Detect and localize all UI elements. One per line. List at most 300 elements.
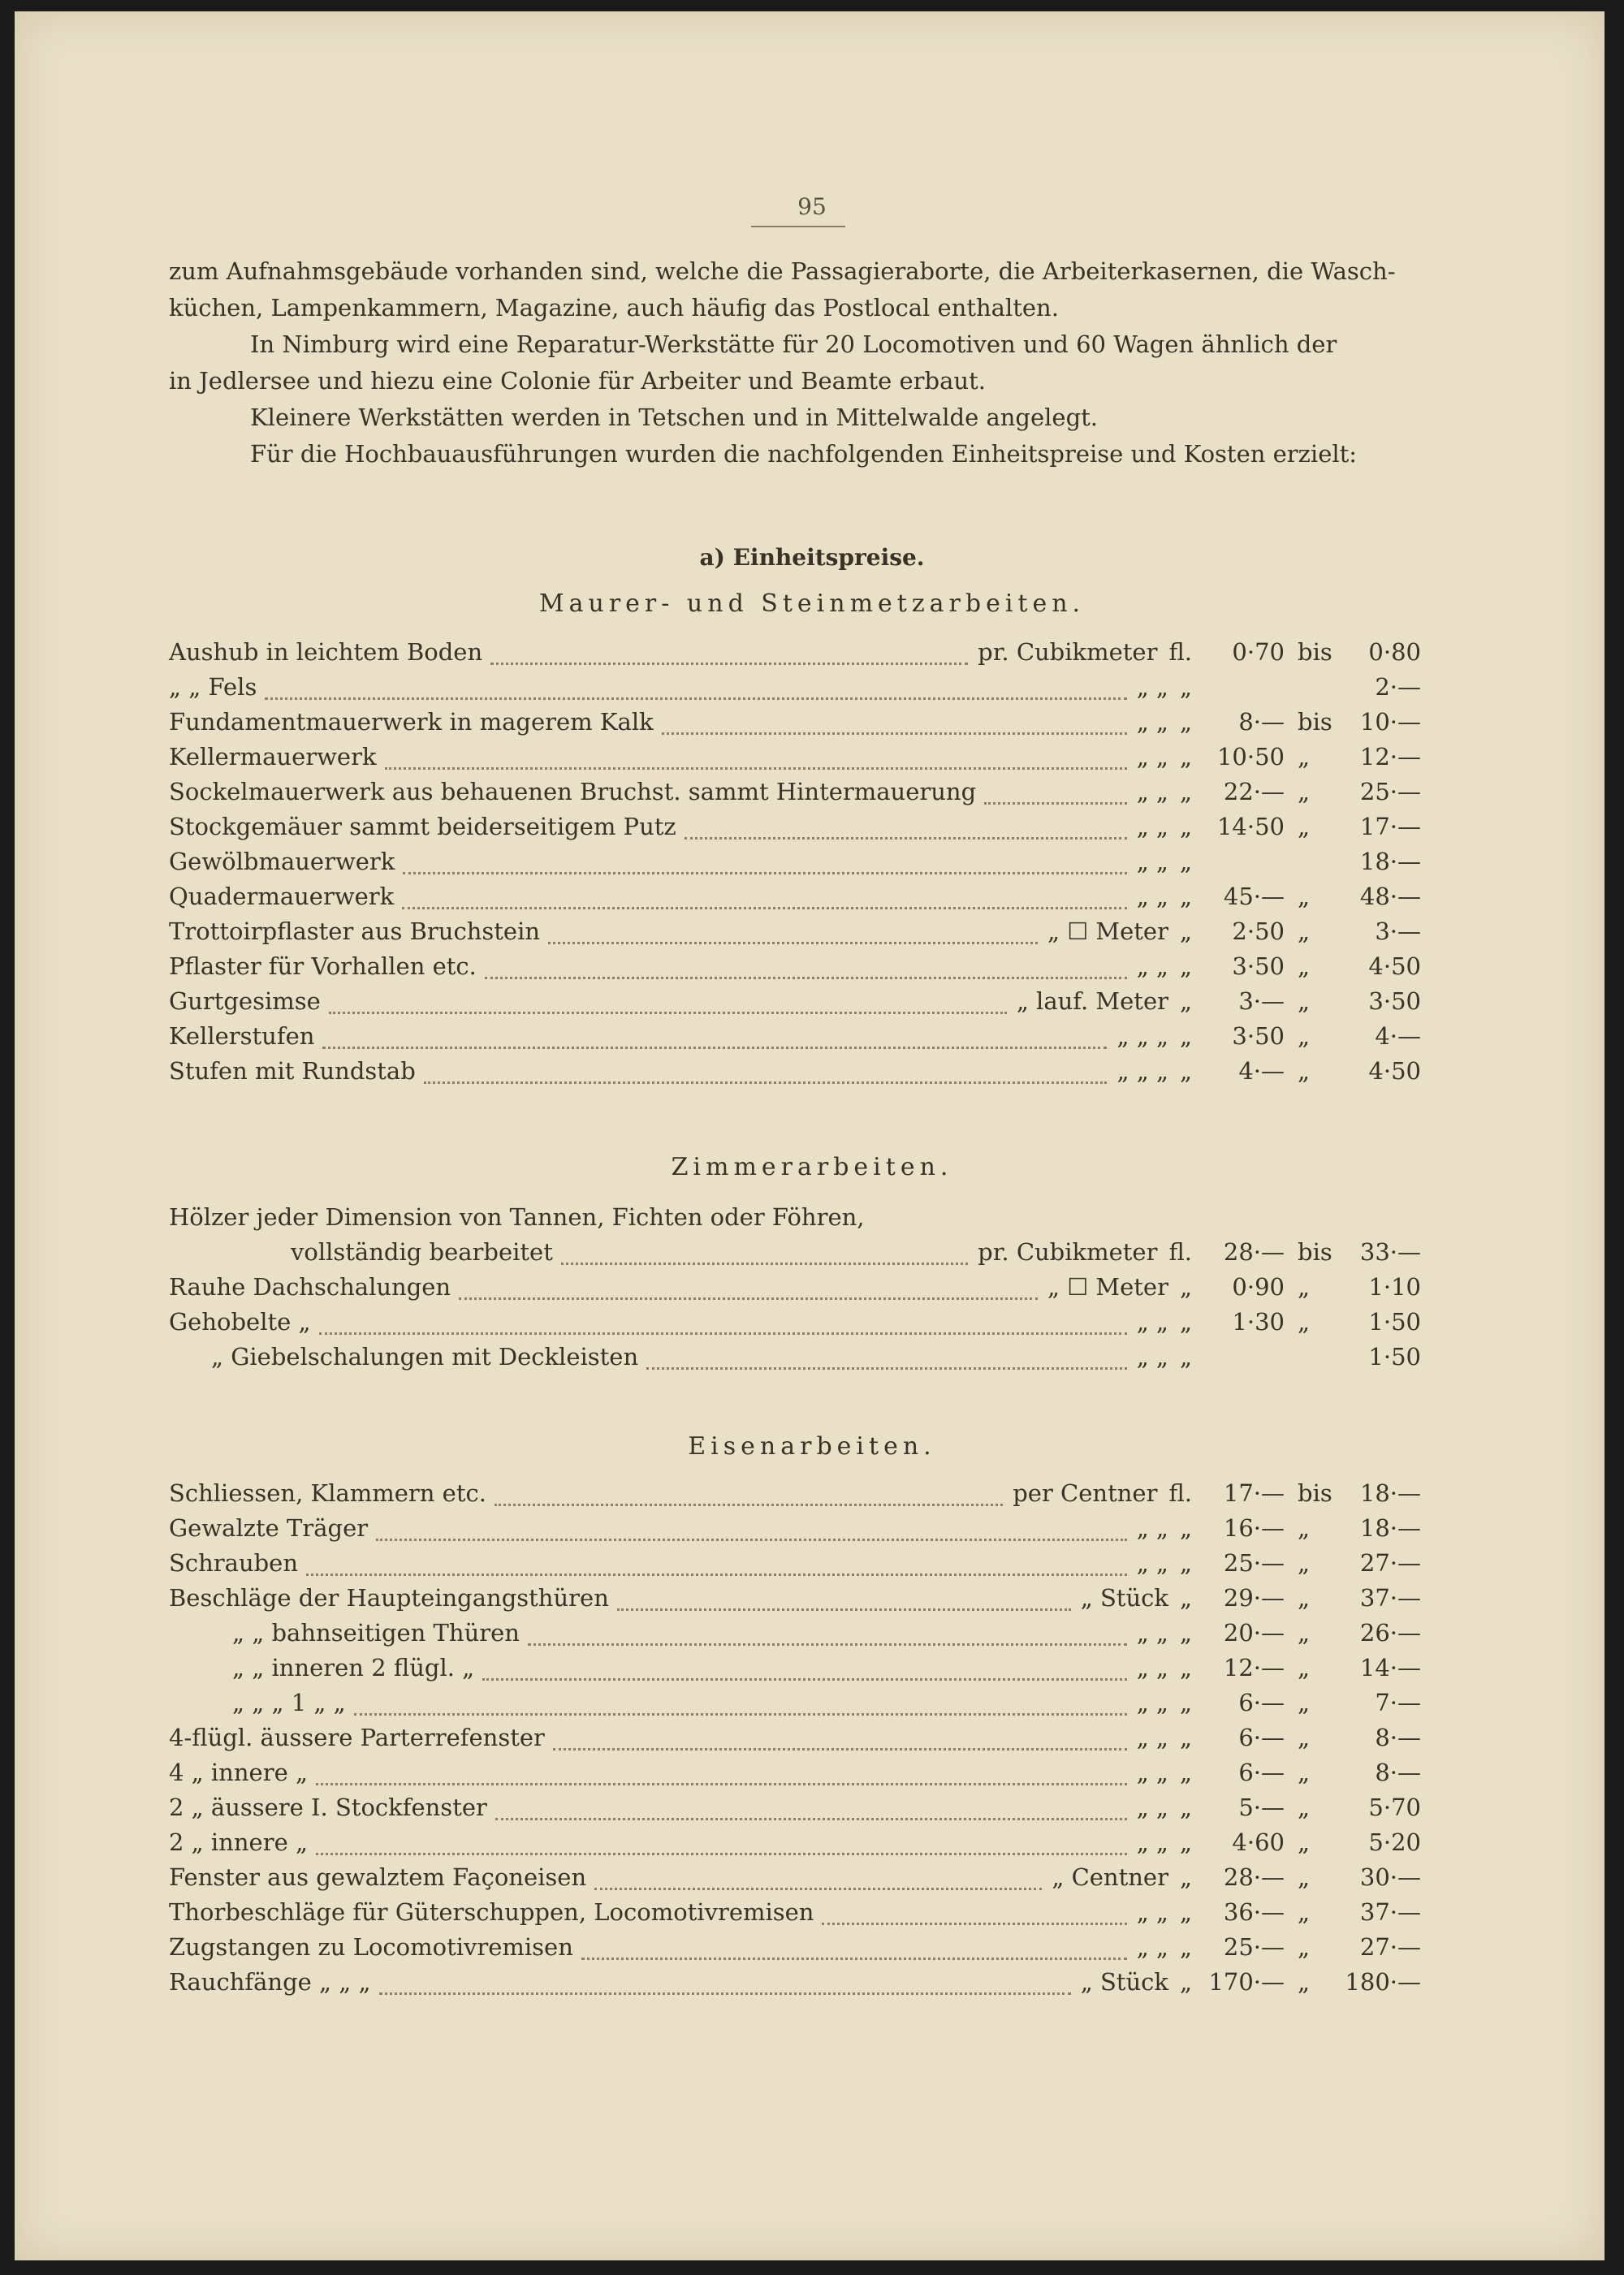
unit-label bbox=[1137, 1828, 1192, 1856]
dot-leader bbox=[379, 1992, 1071, 1995]
range-separator: „ bbox=[1298, 1898, 1311, 1926]
price-row bbox=[0, 673, 1624, 708]
range-separator: „ bbox=[1298, 1022, 1311, 1050]
dot-leader bbox=[316, 1853, 1127, 1855]
currency-mark: „ bbox=[1179, 1724, 1192, 1751]
unit-text: „ ☐ Meter bbox=[1047, 917, 1168, 945]
page-number-rule bbox=[751, 226, 845, 227]
currency-mark: fl. bbox=[1168, 1479, 1192, 1507]
item-label: Zugstangen zu Locomotivremisen bbox=[169, 1933, 573, 1961]
dot-leader bbox=[495, 1818, 1127, 1820]
price-high: 27·— bbox=[1359, 1549, 1421, 1577]
dot-leader bbox=[482, 1678, 1127, 1681]
price-row bbox=[0, 743, 1624, 778]
price-low: 6·— bbox=[1238, 1689, 1285, 1716]
price-low: 36·— bbox=[1223, 1898, 1285, 1926]
range-separator: „ bbox=[1298, 1308, 1311, 1336]
price-row bbox=[0, 1654, 1624, 1689]
price-high: 18·— bbox=[1359, 848, 1421, 875]
item-label: Gewalzte Träger bbox=[169, 1514, 369, 1542]
price-row bbox=[0, 1584, 1624, 1619]
range-separator: „ bbox=[1298, 1794, 1311, 1821]
range-separator: „ bbox=[1298, 813, 1311, 840]
dot-leader bbox=[662, 732, 1127, 735]
range-separator: „ bbox=[1298, 1057, 1311, 1085]
currency-mark: „ bbox=[1179, 917, 1192, 945]
price-low: 4·— bbox=[1238, 1057, 1285, 1085]
price-high: 4·— bbox=[1375, 1022, 1421, 1050]
price-low: 3·50 bbox=[1232, 952, 1285, 980]
dot-leader bbox=[581, 1958, 1127, 1960]
section-title-maurer: Maurer- und Steinmetzarbeiten. bbox=[538, 589, 1086, 618]
intro-line: Für die Hochbauausführungen wurden die nachfolgenden Einheitspreise und Kosten erzielt: bbox=[250, 440, 1358, 468]
dot-leader bbox=[306, 1574, 1127, 1576]
item-label: Trottoirpflaster aus Bruchstein bbox=[169, 917, 541, 945]
unit-label bbox=[1137, 1933, 1192, 1961]
price-low: 25·— bbox=[1223, 1933, 1285, 1961]
unit-label bbox=[1137, 1343, 1192, 1371]
range-separator: bis bbox=[1298, 1238, 1332, 1266]
price-high: 1·50 bbox=[1368, 1343, 1421, 1371]
unit-label bbox=[978, 638, 1192, 666]
currency-mark: „ bbox=[1179, 1933, 1192, 1961]
unit-text: „ „ bbox=[1136, 1828, 1168, 1856]
unit-label bbox=[1137, 1794, 1192, 1821]
item-label: 2 „ äussere I. Stockfenster bbox=[169, 1794, 487, 1821]
item-label: Rauhe Dachschalungen bbox=[169, 1273, 451, 1301]
price-high: 17·— bbox=[1359, 813, 1421, 840]
price-high: 3·50 bbox=[1368, 987, 1421, 1015]
price-low: 5·— bbox=[1238, 1794, 1285, 1821]
unit-text: „ „ bbox=[1136, 1654, 1168, 1681]
unit-label bbox=[1137, 673, 1192, 701]
price-low: 10·50 bbox=[1216, 743, 1285, 771]
item-label: 4-flügl. äussere Parterrefenster bbox=[169, 1724, 545, 1751]
price-low: 25·— bbox=[1223, 1549, 1285, 1577]
price-high: 18·— bbox=[1359, 1479, 1421, 1507]
dot-leader bbox=[646, 1367, 1127, 1370]
range-separator: bis bbox=[1298, 1479, 1332, 1507]
dot-leader bbox=[685, 837, 1127, 840]
currency-mark: „ bbox=[1179, 1022, 1192, 1050]
price-high: 5·70 bbox=[1368, 1794, 1421, 1821]
price-table-maurer bbox=[0, 638, 1624, 1092]
unit-text: per Centner bbox=[1013, 1479, 1158, 1507]
unit-text: „ „ bbox=[1136, 848, 1168, 875]
item-label: Schrauben bbox=[169, 1549, 299, 1577]
currency-mark: „ bbox=[1179, 1689, 1192, 1716]
range-separator: „ bbox=[1298, 1654, 1311, 1681]
price-high: 0·80 bbox=[1368, 638, 1421, 666]
dot-leader bbox=[495, 1504, 1003, 1506]
page-number: 95 bbox=[797, 193, 827, 220]
unit-text: „ Centner bbox=[1052, 1863, 1168, 1891]
price-low: 3·— bbox=[1238, 987, 1285, 1015]
range-separator: „ bbox=[1298, 743, 1311, 771]
section-title-eisen: Eisenarbeiten. bbox=[688, 1432, 936, 1461]
price-row bbox=[0, 1898, 1624, 1933]
price-row bbox=[0, 1203, 1624, 1238]
range-separator: „ bbox=[1298, 1968, 1311, 1996]
price-low: 0·70 bbox=[1232, 638, 1285, 666]
unit-text: „ „ bbox=[1136, 778, 1168, 805]
currency-mark: „ bbox=[1179, 1828, 1192, 1856]
item-label: Stockgemäuer sammt beiderseitigem Putz bbox=[169, 813, 676, 840]
unit-text: „ „ bbox=[1136, 1933, 1168, 1961]
item-label: Stufen mit Rundstab bbox=[169, 1057, 416, 1085]
price-low: 3·50 bbox=[1232, 1022, 1285, 1050]
price-row bbox=[0, 1968, 1624, 2003]
price-high: 12·— bbox=[1359, 743, 1421, 771]
item-label: Rauchfänge „ „ „ bbox=[169, 1968, 371, 1996]
unit-text: „ lauf. Meter bbox=[1016, 987, 1168, 1015]
item-label: Gewölbmauerwerk bbox=[169, 848, 395, 875]
currency-mark: „ bbox=[1179, 1273, 1192, 1301]
item-label: Fenster aus gewalztem Façoneisen bbox=[169, 1863, 587, 1891]
price-row bbox=[0, 1479, 1624, 1514]
range-separator: „ bbox=[1298, 778, 1311, 805]
intro-line: Kleinere Werkstätten werden in Tetschen und in Mittelwalde angelegt. bbox=[250, 404, 1099, 431]
price-row bbox=[0, 1057, 1624, 1092]
intro-line: zum Aufnahmsgebäude vorhanden sind, welche die Passagieraborte, die Arbeiterkasernen, die Wasch- bbox=[169, 257, 1396, 285]
currency-mark: „ bbox=[1179, 1343, 1192, 1371]
price-high: 1·50 bbox=[1368, 1308, 1421, 1336]
price-row bbox=[0, 1724, 1624, 1759]
currency-mark: „ bbox=[1179, 848, 1192, 875]
dot-leader bbox=[490, 663, 968, 665]
price-high: 48·— bbox=[1359, 883, 1421, 910]
price-low: 28·— bbox=[1223, 1863, 1285, 1891]
unit-text: „ „ bbox=[1136, 813, 1168, 840]
unit-label bbox=[1017, 987, 1192, 1015]
price-row bbox=[0, 1022, 1624, 1057]
unit-text: „ „ bbox=[1136, 1794, 1168, 1821]
item-label: Gurtgesimse bbox=[169, 987, 321, 1015]
price-high: 27·— bbox=[1359, 1933, 1421, 1961]
price-low: 20·— bbox=[1223, 1619, 1285, 1647]
item-label: „ „ bahnseitigen Thüren bbox=[232, 1619, 520, 1647]
unit-label bbox=[1081, 1584, 1192, 1612]
currency-mark: „ bbox=[1179, 1549, 1192, 1577]
dot-leader bbox=[354, 1713, 1127, 1716]
item-label: „ Giebelschalungen mit Deckleisten bbox=[211, 1343, 639, 1371]
unit-text: „ „ bbox=[1136, 1898, 1168, 1926]
unit-label bbox=[1137, 1514, 1192, 1542]
range-separator: „ bbox=[1298, 1514, 1311, 1542]
price-low: 6·— bbox=[1238, 1724, 1285, 1751]
price-low: 22·— bbox=[1223, 778, 1285, 805]
range-separator: „ bbox=[1298, 1933, 1311, 1961]
item-label: Pflaster für Vorhallen etc. bbox=[169, 952, 477, 980]
price-row bbox=[0, 952, 1624, 987]
price-row bbox=[0, 708, 1624, 743]
price-row bbox=[0, 1343, 1624, 1378]
unit-text: „ „ bbox=[1136, 1689, 1168, 1716]
section-title-zimmer: Zimmerarbeiten. bbox=[671, 1153, 953, 1181]
price-low: 6·— bbox=[1238, 1759, 1285, 1786]
range-separator: „ bbox=[1298, 883, 1311, 910]
unit-label bbox=[1137, 778, 1192, 805]
price-row bbox=[0, 883, 1624, 917]
intro-line: in Jedlersee und hiezu eine Colonie für Arbeiter und Beamte erbaut. bbox=[169, 367, 986, 395]
price-row bbox=[0, 848, 1624, 883]
price-row bbox=[0, 1794, 1624, 1828]
currency-mark: „ bbox=[1179, 673, 1192, 701]
dot-leader bbox=[485, 977, 1127, 979]
price-low: 16·— bbox=[1223, 1514, 1285, 1542]
price-high: 37·— bbox=[1359, 1584, 1421, 1612]
price-high: 14·— bbox=[1359, 1654, 1421, 1681]
dot-leader bbox=[402, 907, 1127, 909]
unit-text: „ „ bbox=[1136, 1308, 1168, 1336]
price-row bbox=[0, 1828, 1624, 1863]
dot-leader bbox=[322, 1047, 1107, 1049]
unit-text: „ Stück bbox=[1080, 1584, 1168, 1612]
price-row bbox=[0, 917, 1624, 952]
price-table-zimmer bbox=[0, 1203, 1624, 1378]
section-heading: a) Einheitspreise. bbox=[699, 544, 925, 571]
intro-text bbox=[169, 253, 1419, 473]
item-label: Fundamentmauerwerk in magerem Kalk bbox=[169, 708, 654, 736]
currency-mark: „ bbox=[1179, 1968, 1192, 1996]
currency-mark: „ bbox=[1179, 1654, 1192, 1681]
unit-label bbox=[1137, 1308, 1192, 1336]
currency-mark: „ bbox=[1179, 987, 1192, 1015]
unit-text: „ „ bbox=[1136, 673, 1168, 701]
item-label: 4 „ innere „ bbox=[169, 1759, 308, 1786]
unit-label bbox=[1137, 952, 1192, 980]
unit-text: „ „ bbox=[1136, 1514, 1168, 1542]
currency-mark: „ bbox=[1179, 883, 1192, 910]
currency-mark: fl. bbox=[1168, 638, 1192, 666]
dot-leader bbox=[403, 872, 1127, 874]
item-label: Kellerstufen bbox=[169, 1022, 315, 1050]
currency-mark: „ bbox=[1179, 1619, 1192, 1647]
dot-leader bbox=[319, 1332, 1127, 1335]
unit-text: pr. Cubikmeter bbox=[978, 1238, 1158, 1266]
item-label: vollständig bearbeitet bbox=[291, 1238, 553, 1266]
unit-text: „ „ bbox=[1136, 708, 1168, 736]
price-row bbox=[0, 1759, 1624, 1794]
unit-text: „ „ bbox=[1136, 883, 1168, 910]
price-high: 8·— bbox=[1375, 1759, 1421, 1786]
range-separator: „ bbox=[1298, 952, 1311, 980]
item-label: Aushub in leichtem Boden bbox=[169, 638, 483, 666]
unit-text: „ „ bbox=[1136, 1549, 1168, 1577]
unit-label bbox=[1137, 743, 1192, 771]
range-separator: „ bbox=[1298, 1863, 1311, 1891]
price-low: 0·90 bbox=[1232, 1273, 1285, 1301]
price-low: 14·50 bbox=[1216, 813, 1285, 840]
unit-text: „ ☐ Meter bbox=[1047, 1273, 1168, 1301]
unit-text: „ „ bbox=[1136, 743, 1168, 771]
range-separator: „ bbox=[1298, 1759, 1311, 1786]
item-label: Beschläge der Haupteingangsthüren bbox=[169, 1584, 609, 1612]
range-separator: „ bbox=[1298, 1549, 1311, 1577]
range-separator: „ bbox=[1298, 1273, 1311, 1301]
price-low: 2·50 bbox=[1232, 917, 1285, 945]
unit-label bbox=[1137, 1759, 1192, 1786]
dot-leader bbox=[548, 942, 1038, 944]
item-label: Hölzer jeder Dimension von Tannen, Fichten oder Föhren, bbox=[169, 1203, 865, 1231]
price-row bbox=[0, 1689, 1624, 1724]
price-row bbox=[0, 638, 1624, 673]
unit-label bbox=[1137, 708, 1192, 736]
range-separator: „ bbox=[1298, 1689, 1311, 1716]
unit-text: „ „ bbox=[1136, 1343, 1168, 1371]
price-high: 25·— bbox=[1359, 778, 1421, 805]
item-label: Gehobelte „ bbox=[169, 1308, 311, 1336]
price-row bbox=[0, 1549, 1624, 1584]
unit-text: „ „ „ bbox=[1116, 1057, 1168, 1085]
dot-leader bbox=[561, 1263, 968, 1265]
price-high: 18·— bbox=[1359, 1514, 1421, 1542]
price-high: 33·— bbox=[1359, 1238, 1421, 1266]
dot-leader bbox=[329, 1012, 1007, 1014]
range-separator: bis bbox=[1298, 708, 1332, 736]
unit-label bbox=[1137, 883, 1192, 910]
price-row bbox=[0, 987, 1624, 1022]
dot-leader bbox=[265, 697, 1127, 700]
range-separator: „ bbox=[1298, 987, 1311, 1015]
intro-line: küchen, Lampenkammern, Magazine, auch häufig das Postlocal enthalten. bbox=[169, 294, 1059, 322]
price-high: 10·— bbox=[1359, 708, 1421, 736]
dot-leader bbox=[528, 1643, 1127, 1646]
price-row bbox=[0, 1308, 1624, 1343]
range-separator: „ bbox=[1298, 917, 1311, 945]
unit-text: „ „ „ bbox=[1116, 1022, 1168, 1050]
price-low: 12·— bbox=[1223, 1654, 1285, 1681]
price-high: 37·— bbox=[1359, 1898, 1421, 1926]
item-label: Schliessen, Klammern etc. bbox=[169, 1479, 486, 1507]
unit-text: „ Stück bbox=[1080, 1968, 1168, 1996]
price-row bbox=[0, 778, 1624, 813]
unit-label bbox=[1047, 1273, 1192, 1301]
price-row bbox=[0, 1514, 1624, 1549]
intro-line: In Nimburg wird eine Reparatur-Werkstätte für 20 Locomotiven und 60 Wagen ähnlich der bbox=[250, 330, 1337, 358]
price-row bbox=[0, 1238, 1624, 1273]
item-label: Sockelmauerwerk aus behauenen Bruchst. sammt Hintermauerung bbox=[169, 778, 977, 805]
currency-mark: „ bbox=[1179, 743, 1192, 771]
price-low: 8·— bbox=[1238, 708, 1285, 736]
dot-leader bbox=[984, 802, 1127, 805]
currency-mark: „ bbox=[1179, 1584, 1192, 1612]
price-row bbox=[0, 1273, 1624, 1308]
price-high: 3·— bbox=[1375, 917, 1421, 945]
price-row bbox=[0, 1863, 1624, 1898]
price-low: 28·— bbox=[1223, 1238, 1285, 1266]
price-row bbox=[0, 813, 1624, 848]
price-high: 4·50 bbox=[1368, 952, 1421, 980]
unit-label bbox=[1047, 917, 1192, 945]
price-high: 7·— bbox=[1375, 1689, 1421, 1716]
item-label: Kellermauerwerk bbox=[169, 743, 377, 771]
range-separator: „ bbox=[1298, 1828, 1311, 1856]
item-label: Quadermauerwerk bbox=[169, 883, 395, 910]
dot-leader bbox=[385, 767, 1127, 770]
price-high: 30·— bbox=[1359, 1863, 1421, 1891]
range-separator: „ bbox=[1298, 1584, 1311, 1612]
range-separator: „ bbox=[1298, 1724, 1311, 1751]
currency-mark: „ bbox=[1179, 708, 1192, 736]
dot-leader bbox=[594, 1888, 1042, 1890]
unit-text: „ „ bbox=[1136, 1619, 1168, 1647]
price-row bbox=[0, 1933, 1624, 1968]
dot-leader bbox=[822, 1923, 1127, 1925]
price-high: 5·20 bbox=[1368, 1828, 1421, 1856]
price-high: 8·— bbox=[1375, 1724, 1421, 1751]
unit-label bbox=[1137, 848, 1192, 875]
price-row bbox=[0, 1619, 1624, 1654]
price-low: 4·60 bbox=[1232, 1828, 1285, 1856]
price-high: 180·— bbox=[1345, 1968, 1421, 1996]
currency-mark: fl. bbox=[1168, 1238, 1192, 1266]
unit-label bbox=[1137, 813, 1192, 840]
unit-label bbox=[1137, 1619, 1192, 1647]
dot-leader bbox=[316, 1783, 1127, 1785]
unit-label bbox=[1137, 1549, 1192, 1577]
currency-mark: „ bbox=[1179, 1794, 1192, 1821]
dot-leader bbox=[617, 1608, 1071, 1611]
item-label: Thorbeschläge für Güterschuppen, Locomotivremisen bbox=[169, 1898, 814, 1926]
price-low: 1·30 bbox=[1232, 1308, 1285, 1336]
range-separator: „ bbox=[1298, 1619, 1311, 1647]
dot-leader bbox=[459, 1297, 1038, 1300]
currency-mark: „ bbox=[1179, 952, 1192, 980]
price-low: 45·— bbox=[1223, 883, 1285, 910]
unit-label bbox=[1116, 1022, 1192, 1050]
unit-text: „ „ bbox=[1136, 1759, 1168, 1786]
unit-label bbox=[1181, 1203, 1192, 1231]
dot-leader bbox=[553, 1748, 1127, 1750]
price-high: 2·— bbox=[1375, 673, 1421, 701]
item-label: 2 „ innere „ bbox=[169, 1828, 308, 1856]
unit-label bbox=[1081, 1968, 1192, 1996]
unit-text: pr. Cubikmeter bbox=[978, 638, 1158, 666]
currency-mark: „ bbox=[1179, 1057, 1192, 1085]
unit-label bbox=[978, 1238, 1192, 1266]
unit-text: „ „ bbox=[1136, 1724, 1168, 1751]
currency-mark: „ bbox=[1179, 1759, 1192, 1786]
currency-mark: „ bbox=[1179, 1898, 1192, 1926]
price-high: 4·50 bbox=[1368, 1057, 1421, 1085]
item-label: „ „ Fels bbox=[169, 673, 257, 701]
currency-mark: „ bbox=[1179, 1308, 1192, 1336]
unit-label bbox=[1137, 1898, 1192, 1926]
currency-mark: „ bbox=[1179, 778, 1192, 805]
price-high: 1·10 bbox=[1368, 1273, 1421, 1301]
unit-label bbox=[1052, 1863, 1192, 1891]
item-label: „ „ inneren 2 flügl. „ bbox=[232, 1654, 475, 1681]
currency-mark: „ bbox=[1179, 813, 1192, 840]
dot-leader bbox=[376, 1539, 1127, 1541]
unit-label bbox=[1137, 1724, 1192, 1751]
unit-label bbox=[1013, 1479, 1192, 1507]
currency-mark: „ bbox=[1179, 1514, 1192, 1542]
dot-leader bbox=[424, 1081, 1107, 1084]
range-separator: bis bbox=[1298, 638, 1332, 666]
price-table-eisen bbox=[0, 1479, 1624, 2003]
price-low: 17·— bbox=[1223, 1479, 1285, 1507]
unit-label bbox=[1137, 1689, 1192, 1716]
price-low: 170·— bbox=[1208, 1968, 1285, 1996]
unit-text: „ „ bbox=[1136, 952, 1168, 980]
item-label: „ „ „ 1 „ „ bbox=[232, 1689, 346, 1716]
price-high: 26·— bbox=[1359, 1619, 1421, 1647]
price-low: 29·— bbox=[1223, 1584, 1285, 1612]
currency-mark: „ bbox=[1179, 1863, 1192, 1891]
unit-label bbox=[1137, 1654, 1192, 1681]
